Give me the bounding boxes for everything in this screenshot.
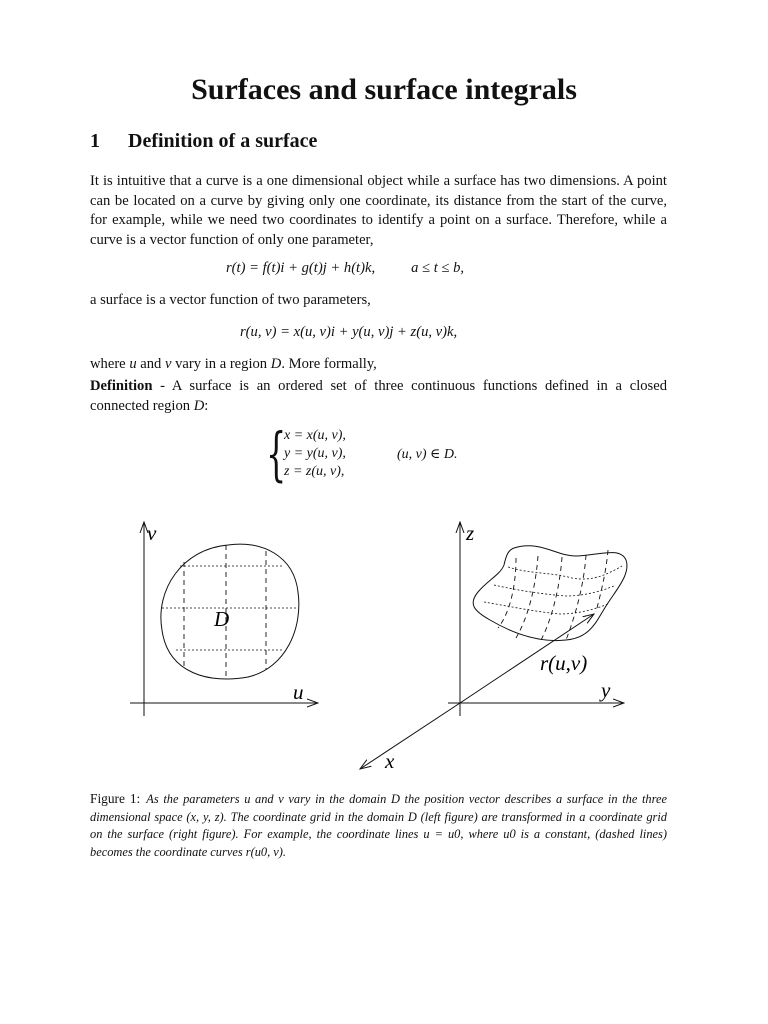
- p3-text-c: vary in a region: [171, 356, 271, 372]
- paragraph-3: [90, 355, 667, 375]
- system-line-x: x = x(u, v),: [284, 428, 346, 443]
- equation-curve: [226, 260, 464, 277]
- caption-label: Figure 1:: [90, 791, 141, 806]
- caption-text: As the parameters u and v vary in the domain D the position vector describes a surface in the three dimensional space (x, y, z). The coordinate grid in the domain D (left figure) are transformed in a coordinate grid on the surface (right figure). For example, the coordinate lines u = u0, where u0 is a constant, (dashed lines) becomes the coordinate curves r(u0, v).: [90, 792, 667, 859]
- definition-region: D: [193, 397, 205, 414]
- x-axis: [360, 703, 460, 769]
- page-title: Surfaces and surface integrals: [191, 73, 577, 106]
- domain-label: D: [214, 607, 230, 631]
- section-number: 1: [90, 130, 100, 152]
- equation-surface: r(u, v) = x(u, v)i + y(u, v)j + z(u, v)k,: [240, 324, 458, 340]
- p3-v: v: [164, 356, 172, 372]
- definition-paragraph: [90, 377, 667, 416]
- left-brace: {: [266, 420, 287, 488]
- right-figure: [360, 521, 627, 773]
- x-axis-label: x: [385, 749, 395, 773]
- figure-caption: [90, 790, 667, 861]
- p3-D: D: [270, 356, 282, 372]
- system-lines: [284, 427, 346, 481]
- definition-text: - A surface is an ordered set of three continuous functions defined in a closed connected region: [90, 378, 667, 414]
- y-axis-label: y: [601, 678, 611, 702]
- section-heading: [90, 130, 317, 153]
- system-line-z: z = z(u, v),: [284, 464, 345, 479]
- left-figure: [130, 521, 318, 716]
- domain-region: [161, 544, 299, 679]
- equation-curve-lhs: r(t) = f(t)i + g(t)j + h(t)k,: [226, 260, 376, 276]
- system-line-y: y = y(u, v),: [284, 446, 346, 461]
- surface-patch: [473, 546, 627, 641]
- definition-label: Definition: [90, 378, 153, 394]
- definition-end: :: [204, 397, 209, 414]
- figure-1-diagram: [0, 500, 768, 790]
- section-title: Definition of a surface: [128, 130, 318, 152]
- paragraph-1: It is intuitive that a curve is a one dimensional object while a surface has two dimensions. A point can be located on a curve by giving only one coordinate, its distance from the start of the curve, for example, while we need two coordinates to identify a point on a surface. Therefore, while a curve is a vector function of only one parameter,: [90, 173, 667, 248]
- p3-text-a: where: [90, 356, 130, 372]
- system-domain: (u, v) ∈ D.: [397, 447, 458, 462]
- z-axis-label: z: [466, 521, 475, 545]
- p3-text-b: and: [136, 356, 165, 372]
- paragraph-2: a surface is a vector function of two parameters,: [90, 292, 371, 308]
- p3-text-d: . More formally,: [281, 356, 377, 372]
- vector-label: r(u,v): [540, 651, 588, 675]
- u-axis-label: u: [293, 680, 304, 704]
- domain-grid-dotted: [162, 566, 298, 650]
- p3-u: u: [129, 356, 137, 372]
- equation-curve-range: a ≤ t ≤ b,: [411, 260, 465, 276]
- v-axis-label: v: [147, 521, 157, 545]
